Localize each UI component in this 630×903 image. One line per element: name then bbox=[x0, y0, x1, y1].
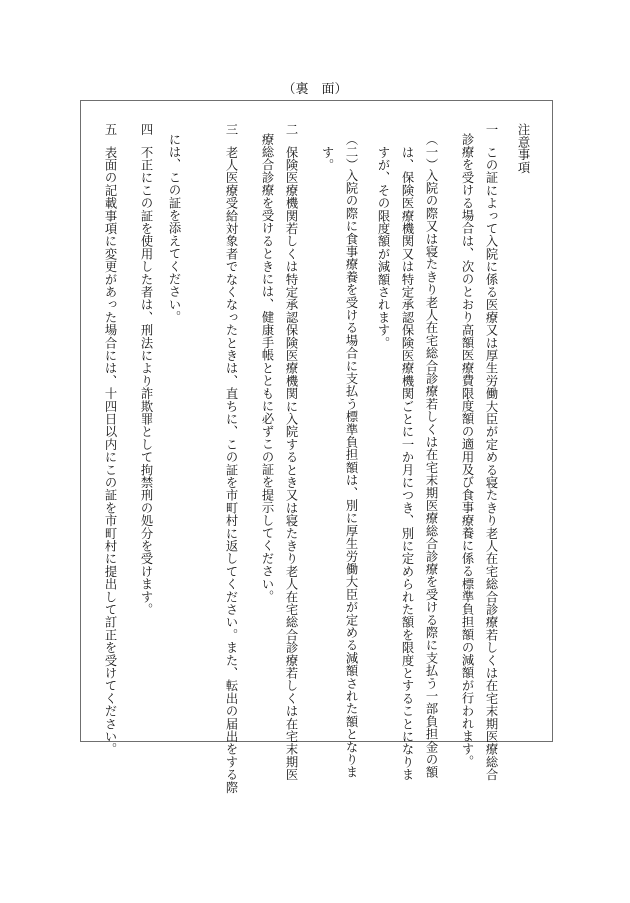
item1-line1: この証によって入院に係る医療又は厚生労働大臣が定める寝たきり老人在宅総合診療若しくは在宅末期医療総合 bbox=[484, 146, 498, 781]
item1-marker: 一 bbox=[484, 123, 498, 136]
sub1-marker: （一） bbox=[424, 133, 438, 172]
sub2-line1: 入院の際に食事療養を受ける場合に支払う標準負担額は、別に厚生労働大臣が定める減額された額となりま bbox=[344, 169, 358, 779]
sub2-marker: （二） bbox=[344, 133, 358, 172]
item2-marker: 二 bbox=[284, 123, 298, 136]
item3-line1: 老人医療受給対象者でなくなったときは、直ちに、この証を市町村に返してください。また、転出の届出をする際 bbox=[224, 146, 238, 794]
item5-line1: 表面の記載事項に変更があった場合には、十四日以内にこの証を市町村に提出して訂正を受けてください。 bbox=[103, 146, 117, 756]
item3-marker: 三 bbox=[224, 123, 238, 136]
item2-line2: 療総合診療を受けるときには、健康手帳とともに必ずこの証を提示してください。 bbox=[260, 133, 274, 603]
item4-marker: 四 bbox=[139, 123, 153, 136]
sub1-line3: すが、その限度額が減額されます。 bbox=[376, 146, 390, 350]
item2-line1: 保険医療機関若しくは特定承認保険医療機関に入院するとき又は寝たきり老人在宅総合診療若しくは在宅末期医 bbox=[284, 146, 298, 781]
item1-line2: 診療を受ける場合は、次のとおり高額医療費限度額の適用及び食事療養に係る標準負担額の減額が行われます。 bbox=[460, 133, 474, 768]
page-heading: （裏 面） bbox=[282, 82, 348, 97]
item3-line2: には、この証を添えてください。 bbox=[167, 133, 181, 324]
sub2-line2: す。 bbox=[320, 146, 334, 172]
notes-frame bbox=[80, 100, 553, 794]
item5-marker: 五 bbox=[103, 123, 117, 136]
sub1-line2: は、保険医療機関又は特定承認保険医療機関ごとに一か月につき、別に定められた額を限度とすることになりま bbox=[400, 146, 414, 781]
item4-line1: 不正にこの証を使用した者は、刑法により詐欺罪として拘禁刑の処分を受けます。 bbox=[139, 146, 153, 616]
sub1-line1: 入院の際又は寝たきり老人在宅総合診療若しくは在宅末期医療総合診療を受ける際に支払う一部負担金の額 bbox=[424, 169, 438, 779]
notes-heading: 注意事項 bbox=[516, 123, 530, 174]
